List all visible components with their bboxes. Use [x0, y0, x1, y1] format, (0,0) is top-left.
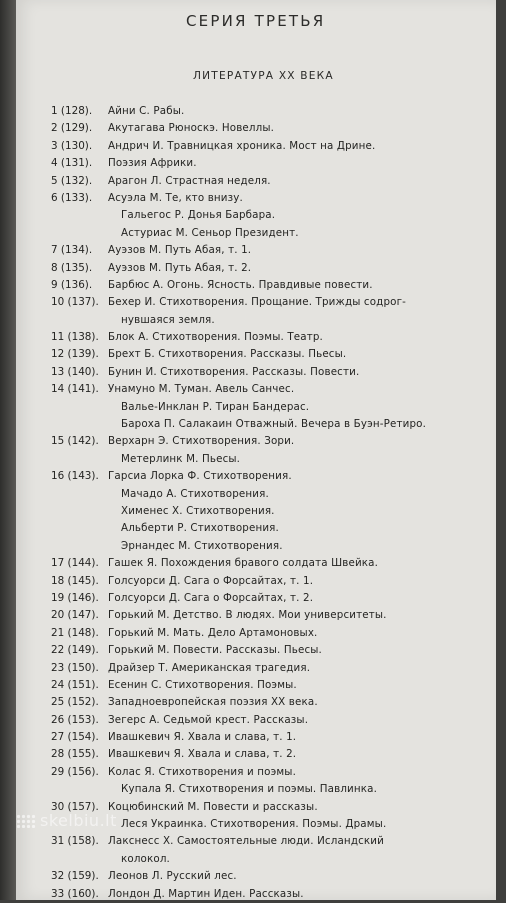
list-item: [16, 520, 496, 537]
item-title: Ауэзов М. Путь Абая, т. 1.: [108, 244, 252, 257]
item-title: Хименес Х. Стихотворения.: [121, 504, 275, 517]
item-number: 27 (154).: [51, 731, 99, 744]
item-title: Брехт Б. Стихотворения. Рассказы. Пьесы.: [108, 348, 347, 361]
item-title: Ивашкевич Я. Хвала и слава, т. 1.: [108, 731, 297, 744]
list-item: [16, 868, 496, 885]
item-number: 21 (148).: [51, 626, 99, 639]
book-list: [16, 103, 496, 903]
item-title: Бунин И. Стихотворения. Рассказы. Повести.: [108, 365, 360, 378]
list-item: [16, 346, 496, 363]
item-title: Валье-Инклан Р. Тиран Бандерас.: [121, 400, 310, 413]
list-item: [16, 677, 496, 694]
list-item: [16, 433, 496, 450]
item-title: Бехер И. Стихотворения. Прощание. Трижды содрог-: [108, 296, 407, 309]
item-number: 19 (146).: [51, 591, 99, 604]
item-title: Метерлинк М. Пьесы.: [121, 452, 241, 465]
item-title: Ивашкевич Я. Хвала и слава, т. 2.: [108, 748, 297, 761]
item-title: Унамуно М. Туман. Авель Санчес.: [108, 383, 295, 396]
series-title: СЕРИЯ ТРЕТЬЯ: [186, 12, 326, 30]
list-item: [16, 399, 496, 416]
list-item: [16, 555, 496, 572]
list-item: [16, 729, 496, 746]
item-title: Арагон Л. Страстная неделя.: [108, 174, 271, 187]
item-number: 3 (130).: [51, 139, 93, 152]
item-number: 25 (152).: [51, 696, 99, 709]
list-item: [16, 294, 496, 311]
watermark: [16, 811, 117, 830]
list-item: [16, 851, 496, 868]
item-number: 8 (135).: [51, 261, 93, 274]
item-title: Бароха П. Салакаин Отважный. Вечера в Буэн-Ретиро.: [121, 418, 427, 431]
item-number: 24 (151).: [51, 678, 99, 691]
item-title: Барбюс А. Огонь. Ясность. Правдивые повести.: [108, 278, 373, 291]
item-title: Горький М. Детство. В людях. Мои университеты.: [108, 609, 387, 622]
item-number: 2 (129).: [51, 122, 93, 135]
item-title: Гашек Я. Похождения бравого солдата Швейка.: [108, 557, 379, 570]
item-number: 31 (158).: [51, 835, 99, 848]
list-item: [16, 242, 496, 259]
list-item: [16, 781, 496, 798]
list-item: [16, 468, 496, 485]
list-item: [16, 190, 496, 207]
list-item: [16, 207, 496, 224]
list-item: [16, 173, 496, 190]
list-item: [16, 364, 496, 381]
item-number: 7 (134).: [51, 244, 93, 257]
item-title: Поэзия Африки.: [108, 157, 197, 170]
list-item: [16, 451, 496, 468]
item-number: 26 (153).: [51, 713, 99, 726]
list-item: [16, 607, 496, 624]
item-title: нувшаяся земля.: [121, 313, 215, 326]
list-item: [16, 625, 496, 642]
list-item: [16, 260, 496, 277]
item-title: Леся Украинка. Стихотворения. Поэмы. Драмы.: [121, 818, 387, 831]
list-item: [16, 381, 496, 398]
list-item: [16, 329, 496, 346]
item-title: Леонов Л. Русский лес.: [108, 870, 237, 883]
item-title: Альберти Р. Стихотворения.: [121, 522, 279, 535]
list-item: [16, 642, 496, 659]
item-title: Асуэла М. Те, кто внизу.: [108, 191, 243, 204]
item-title: Ауэзов М. Путь Абая, т. 2.: [108, 261, 252, 274]
list-item: [16, 312, 496, 329]
list-item: [16, 120, 496, 137]
item-number: 23 (150).: [51, 661, 99, 674]
item-title: Эрнандес М. Стихотворения.: [121, 539, 283, 552]
item-number: 13 (140).: [51, 365, 99, 378]
item-number: 17 (144).: [51, 557, 99, 570]
item-title: Верхарн Э. Стихотворения. Зори.: [108, 435, 295, 448]
list-item: [16, 833, 496, 850]
item-number: 22 (149).: [51, 644, 99, 657]
item-title: Блок А. Стихотворения. Поэмы. Театр.: [108, 331, 323, 344]
item-number: 1 (128).: [51, 105, 93, 117]
item-number: 28 (155).: [51, 748, 99, 761]
item-title: Лондон Д. Мартин Иден. Рассказы.: [108, 887, 304, 900]
list-item: [16, 503, 496, 520]
book-page: [16, 0, 496, 900]
list-item: [16, 138, 496, 155]
item-title: Горький М. Мать. Дело Артамоновых.: [108, 626, 318, 639]
item-number: 20 (147).: [51, 609, 99, 622]
item-title: Гарсиа Лорка Ф. Стихотворения.: [108, 470, 292, 483]
item-title: Есенин С. Стихотворения. Поэмы.: [108, 678, 297, 691]
item-number: 29 (156).: [51, 765, 99, 778]
item-number: 30 (157).: [51, 800, 99, 813]
item-number: 5 (132).: [51, 174, 93, 187]
item-title: Драйзер Т. Американская трагедия.: [108, 661, 311, 674]
item-number: 14 (141).: [51, 383, 99, 396]
item-title: Коцюбинский М. Повести и рассказы.: [108, 800, 318, 813]
list-item: [16, 225, 496, 242]
section-title: ЛИТЕРАТУРА XX ВЕКА: [193, 70, 334, 82]
list-item: [16, 277, 496, 294]
item-title: Акутагава Рюноскэ. Новеллы.: [108, 122, 275, 135]
item-number: 9 (136).: [51, 278, 93, 291]
item-title: колокол.: [121, 852, 170, 865]
item-number: 32 (159).: [51, 870, 99, 883]
item-title: Голсуорси Д. Сага о Форсайтах, т. 1.: [108, 574, 314, 587]
list-item: [16, 416, 496, 433]
item-title: Айни С. Рабы.: [108, 105, 185, 117]
list-item: [16, 103, 496, 120]
item-number: 33 (160).: [51, 887, 99, 900]
list-item: [16, 660, 496, 677]
item-number: 12 (139).: [51, 348, 99, 361]
list-item: [16, 486, 496, 503]
list-item: [16, 886, 496, 903]
item-number: 6 (133).: [51, 191, 93, 204]
item-title: Голсуорси Д. Сага о Форсайтах, т. 2.: [108, 591, 314, 604]
item-number: 10 (137).: [51, 296, 99, 309]
watermark-logo-icon: [16, 814, 36, 828]
list-item: [16, 746, 496, 763]
list-item: [16, 155, 496, 172]
item-number: 4 (131).: [51, 157, 93, 170]
item-number: 16 (143).: [51, 470, 99, 483]
list-item: [16, 538, 496, 555]
watermark-text: skelbiu.lt: [40, 811, 117, 830]
item-title: Астуриас М. Сеньор Президент.: [121, 226, 299, 239]
item-title: Андрич И. Травницкая хроника. Мост на Дрине.: [108, 139, 376, 152]
item-title: Западноевропейская поэзия XX века.: [108, 696, 318, 709]
item-title: Колас Я. Стихотворения и поэмы.: [108, 765, 297, 778]
item-title: Мачадо А. Стихотворения.: [121, 487, 269, 500]
list-item: [16, 694, 496, 711]
item-title: Купала Я. Стихотворения и поэмы. Павлинка.: [121, 783, 378, 796]
item-number: 11 (138).: [51, 331, 99, 344]
list-item: [16, 764, 496, 781]
item-title: Горький М. Повести. Рассказы. Пьесы.: [108, 644, 322, 657]
book-gutter: [0, 0, 16, 900]
item-title: Лакснесс Х. Самостоятельные люди. Исландский: [108, 835, 384, 848]
item-number: 15 (142).: [51, 435, 99, 448]
list-item: [16, 573, 496, 590]
item-title: Гальегос Р. Донья Барбара.: [121, 209, 276, 222]
item-number: 18 (145).: [51, 574, 99, 587]
list-item: [16, 712, 496, 729]
item-title: Зегерс А. Седьмой крест. Рассказы.: [108, 713, 309, 726]
list-item: [16, 590, 496, 607]
